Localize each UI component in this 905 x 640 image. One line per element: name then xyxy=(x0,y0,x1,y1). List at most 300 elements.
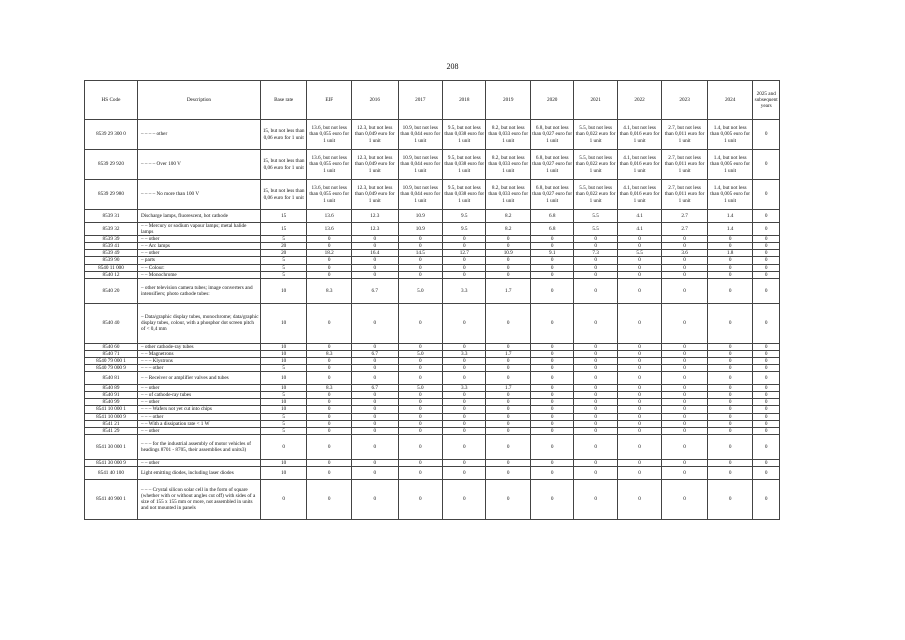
cell-rate-2019: 8.2 xyxy=(486,223,530,236)
cell-base-rate: 0 xyxy=(260,479,307,519)
cell-rate-2023: 0 xyxy=(662,271,708,278)
cell-rate-2021: 0 xyxy=(574,399,617,406)
cell-rate-2025-onward: 0 xyxy=(753,223,780,236)
cell-rate-2021: 0 xyxy=(574,236,617,243)
tariff-body xyxy=(85,120,780,520)
cell-base-rate: 10 xyxy=(260,350,307,357)
header-description: Description xyxy=(137,81,260,120)
cell-rate-2019: 8.2, but not less than 0,033 euro for 1 unit xyxy=(486,120,530,150)
cell-hs-code: 8540 12 xyxy=(85,271,138,278)
header-2023: 2023 xyxy=(662,81,708,120)
cell-rate-2016: 0 xyxy=(351,343,398,350)
cell-rate-2022: 0 xyxy=(617,350,661,357)
cell-rate-2020: 0 xyxy=(530,350,573,357)
cell-rate-2023: 2.7, but not less than 0,011 euro for 1 unit xyxy=(662,150,708,180)
cell-rate-2016: 0 xyxy=(351,466,398,479)
cell-eif: 0 xyxy=(307,466,351,479)
cell-hs-code: 8540 99 xyxy=(85,399,138,406)
cell-rate-2024: 0 xyxy=(707,350,753,357)
cell-rate-2019: 0 xyxy=(486,420,530,427)
cell-rate-2017: 0 xyxy=(398,271,442,278)
cell-rate-2021: 0 xyxy=(574,413,617,420)
cell-rate-2018: 0 xyxy=(443,243,486,250)
cell-rate-2019: 0 xyxy=(486,399,530,406)
cell-rate-2025-onward: 0 xyxy=(753,264,780,271)
cell-description: – – other xyxy=(137,427,260,434)
cell-rate-2024: 0 xyxy=(707,385,753,392)
cell-rate-2016: 12.3, but not less than 0,049 euro for 1 unit xyxy=(351,120,398,150)
cell-rate-2018: 0 xyxy=(443,357,486,364)
cell-rate-2023: 0 xyxy=(662,303,708,343)
cell-description: – other television camera tubes; image converters and intensifiers; photo cathode tubes: xyxy=(137,278,260,303)
cell-rate-2019: 0 xyxy=(486,236,530,243)
cell-rate-2021: 0 xyxy=(574,406,617,413)
cell-rate-2025-onward: 0 xyxy=(753,303,780,343)
table-row xyxy=(85,236,780,243)
cell-rate-2021: 0 xyxy=(574,420,617,427)
cell-base-rate: 10 xyxy=(260,385,307,392)
cell-rate-2025-onward: 0 xyxy=(753,406,780,413)
cell-rate-2016: 0 xyxy=(351,459,398,466)
cell-rate-2016: 0 xyxy=(351,271,398,278)
cell-rate-2022: 0 xyxy=(617,303,661,343)
cell-base-rate: 15 xyxy=(260,210,307,223)
cell-rate-2021: 0 xyxy=(574,385,617,392)
cell-description: – – other xyxy=(137,236,260,243)
cell-rate-2024: 0 xyxy=(707,392,753,399)
cell-rate-2025-onward: 0 xyxy=(753,399,780,406)
cell-rate-2023: 0 xyxy=(662,392,708,399)
cell-rate-2017: 10.9 xyxy=(398,210,442,223)
table-row xyxy=(85,385,780,392)
cell-hs-code: 8539 32 xyxy=(85,223,138,236)
cell-rate-2021: 0 xyxy=(574,357,617,364)
cell-rate-2017: 0 xyxy=(398,372,442,385)
cell-rate-2020: 6.8 xyxy=(530,223,573,236)
cell-rate-2021: 5.5 xyxy=(574,223,617,236)
header-hs-code: HS Code xyxy=(85,81,138,120)
cell-rate-2017: 0 xyxy=(398,303,442,343)
cell-rate-2016: 16.4 xyxy=(351,250,398,257)
cell-rate-2019: 1.7 xyxy=(486,350,530,357)
cell-rate-2024: 0 xyxy=(707,459,753,466)
cell-rate-2018: 0 xyxy=(443,434,486,459)
cell-rate-2020: 6.8, but not less than 0,027 euro for 1 unit xyxy=(530,150,573,180)
cell-rate-2016: 12.3, but not less than 0,049 euro for 1 unit xyxy=(351,180,398,210)
cell-rate-2021: 0 xyxy=(574,365,617,372)
cell-rate-2025-onward: 0 xyxy=(753,427,780,434)
table-row xyxy=(85,427,780,434)
cell-rate-2023: 0 xyxy=(662,466,708,479)
cell-hs-code: 8541 40 900 1 xyxy=(85,479,138,519)
cell-rate-2023: 0 xyxy=(662,399,708,406)
table-row xyxy=(85,303,780,343)
cell-rate-2017: 0 xyxy=(398,459,442,466)
cell-rate-2022: 4.1, but not less than 0,016 euro for 1 unit xyxy=(617,120,661,150)
cell-rate-2018: 0 xyxy=(443,365,486,372)
cell-rate-2018: 9.5, but not less than 0,038 euro for 1 unit xyxy=(443,150,486,180)
cell-rate-2022: 0 xyxy=(617,466,661,479)
cell-rate-2018: 0 xyxy=(443,392,486,399)
cell-hs-code: 8540 11 000 xyxy=(85,264,138,271)
cell-rate-2025-onward: 0 xyxy=(753,413,780,420)
cell-hs-code: 8540 40 xyxy=(85,303,138,343)
cell-rate-2019: 8.2, but not less than 0,033 euro for 1 unit xyxy=(486,180,530,210)
cell-eif: 0 xyxy=(307,357,351,364)
cell-rate-2016: 6.7 xyxy=(351,278,398,303)
cell-description: – – Receiver or amplifier valves and tubes xyxy=(137,372,260,385)
cell-rate-2025-onward: 0 xyxy=(753,278,780,303)
cell-rate-2019: 0 xyxy=(486,271,530,278)
cell-rate-2018: 9.5 xyxy=(443,210,486,223)
cell-eif: 0 xyxy=(307,479,351,519)
cell-rate-2025-onward: 0 xyxy=(753,180,780,210)
header-2022: 2022 xyxy=(617,81,661,120)
cell-rate-2018: 3.3 xyxy=(443,350,486,357)
cell-rate-2018: 0 xyxy=(443,257,486,264)
cell-eif: 0 xyxy=(307,406,351,413)
cell-hs-code: 8540 71 xyxy=(85,350,138,357)
cell-rate-2020: 0 xyxy=(530,392,573,399)
cell-rate-2023: 0 xyxy=(662,420,708,427)
cell-description: – – other xyxy=(137,250,260,257)
header-2021: 2021 xyxy=(574,81,617,120)
cell-base-rate: 5 xyxy=(260,413,307,420)
header-2019: 2019 xyxy=(486,81,530,120)
cell-rate-2016: 0 xyxy=(351,427,398,434)
cell-rate-2016: 0 xyxy=(351,406,398,413)
cell-rate-2018: 0 xyxy=(443,343,486,350)
cell-rate-2024: 1.4, but not less than 0,005 euro for 1 unit xyxy=(707,180,753,210)
cell-hs-code: 8539 31 xyxy=(85,210,138,223)
cell-description: – – – Klystrons xyxy=(137,357,260,364)
cell-hs-code: 8539 29 920 xyxy=(85,150,138,180)
cell-eif: 13.6, but not less than 0,055 euro for 1 unit xyxy=(307,120,351,150)
cell-rate-2023: 3.6 xyxy=(662,250,708,257)
cell-description: – Data/graphic display tubes, monochrome; data/graphic display tubes, colour, with a phosphor dot screen pitch of < 0,4 mm xyxy=(137,303,260,343)
table-row xyxy=(85,479,780,519)
cell-rate-2020: 0 xyxy=(530,466,573,479)
cell-base-rate: 10 xyxy=(260,406,307,413)
cell-rate-2024: 1.4 xyxy=(707,210,753,223)
cell-rate-2022: 0 xyxy=(617,243,661,250)
cell-rate-2025-onward: 0 xyxy=(753,271,780,278)
cell-rate-2025-onward: 0 xyxy=(753,479,780,519)
cell-rate-2018: 9.5, but not less than 0,038 euro for 1 unit xyxy=(443,180,486,210)
cell-hs-code: 8539 29 980 xyxy=(85,180,138,210)
tariff-table xyxy=(84,80,780,520)
cell-description: – – other xyxy=(137,459,260,466)
table-row xyxy=(85,223,780,236)
cell-rate-2016: 12.3, but not less than 0,049 euro for 1 unit xyxy=(351,150,398,180)
cell-base-rate: 20 xyxy=(260,243,307,250)
cell-rate-2022: 0 xyxy=(617,385,661,392)
cell-description: – – Magnetrons xyxy=(137,350,260,357)
cell-rate-2025-onward: 0 xyxy=(753,150,780,180)
header-2020: 2020 xyxy=(530,81,573,120)
cell-rate-2017: 10.9, but not less than 0,044 euro for 1 unit xyxy=(398,150,442,180)
cell-base-rate: 10 xyxy=(260,357,307,364)
cell-rate-2017: 5.0 xyxy=(398,385,442,392)
cell-rate-2022: 0 xyxy=(617,434,661,459)
cell-hs-code: 8540 91 xyxy=(85,392,138,399)
cell-rate-2017: 0 xyxy=(398,236,442,243)
table-row xyxy=(85,357,780,364)
cell-rate-2016: 0 xyxy=(351,479,398,519)
cell-rate-2021: 0 xyxy=(574,303,617,343)
cell-rate-2021: 0 xyxy=(574,372,617,385)
cell-rate-2024: 0 xyxy=(707,427,753,434)
cell-rate-2017: 0 xyxy=(398,427,442,434)
cell-rate-2021: 0 xyxy=(574,271,617,278)
cell-eif: 8.3 xyxy=(307,350,351,357)
cell-rate-2023: 0 xyxy=(662,357,708,364)
cell-base-rate: 20 xyxy=(260,250,307,257)
cell-rate-2016: 0 xyxy=(351,357,398,364)
cell-eif: 0 xyxy=(307,399,351,406)
cell-rate-2023: 0 xyxy=(662,427,708,434)
cell-rate-2024: 0 xyxy=(707,278,753,303)
cell-rate-2019: 0 xyxy=(486,479,530,519)
cell-rate-2018: 0 xyxy=(443,271,486,278)
cell-rate-2021: 5.5, but not less than 0,022 euro for 1 unit xyxy=(574,180,617,210)
cell-rate-2018: 0 xyxy=(443,459,486,466)
cell-rate-2019: 0 xyxy=(486,413,530,420)
cell-hs-code: 8541 10 000 1 xyxy=(85,406,138,413)
cell-hs-code: 8541 40 100 xyxy=(85,466,138,479)
cell-rate-2018: 3.3 xyxy=(443,278,486,303)
cell-rate-2025-onward: 0 xyxy=(753,372,780,385)
cell-rate-2018: 0 xyxy=(443,399,486,406)
cell-description: – – other xyxy=(137,385,260,392)
header-2024: 2024 xyxy=(707,81,753,120)
cell-rate-2023: 2.7, but not less than 0,011 euro for 1 unit xyxy=(662,180,708,210)
cell-rate-2020: 0 xyxy=(530,343,573,350)
cell-rate-2019: 0 xyxy=(486,459,530,466)
cell-rate-2021: 5.5, but not less than 0,022 euro for 1 unit xyxy=(574,120,617,150)
cell-rate-2019: 10.9 xyxy=(486,250,530,257)
cell-rate-2022: 5.5 xyxy=(617,250,661,257)
cell-rate-2022: 0 xyxy=(617,459,661,466)
cell-eif: 0 xyxy=(307,413,351,420)
cell-rate-2017: 0 xyxy=(398,413,442,420)
cell-rate-2018: 0 xyxy=(443,264,486,271)
cell-rate-2017: 0 xyxy=(398,420,442,427)
cell-rate-2017: 0 xyxy=(398,264,442,271)
table-row xyxy=(85,459,780,466)
cell-rate-2016: 6.7 xyxy=(351,385,398,392)
cell-rate-2017: 5.0 xyxy=(398,278,442,303)
cell-rate-2017: 10.9, but not less than 0,044 euro for 1 unit xyxy=(398,120,442,150)
cell-rate-2021: 0 xyxy=(574,264,617,271)
cell-rate-2018: 0 xyxy=(443,427,486,434)
cell-base-rate: 5 xyxy=(260,420,307,427)
cell-rate-2016: 0 xyxy=(351,413,398,420)
cell-rate-2024: 0 xyxy=(707,434,753,459)
cell-rate-2019: 1.7 xyxy=(486,278,530,303)
cell-rate-2019: 8.2 xyxy=(486,210,530,223)
cell-eif: 0 xyxy=(307,303,351,343)
cell-rate-2020: 0 xyxy=(530,406,573,413)
cell-description: – – – Crystal silicon solar cell in the form of square (whether with or without angles cut off) with sides of a size of 155 x 155 mm or more, not assembled in units and not mounted in panels xyxy=(137,479,260,519)
table-row xyxy=(85,434,780,459)
cell-rate-2025-onward: 0 xyxy=(753,343,780,350)
cell-hs-code: 8539 39 xyxy=(85,236,138,243)
cell-rate-2023: 2.7 xyxy=(662,210,708,223)
cell-hs-code: 8539 90 xyxy=(85,257,138,264)
cell-rate-2023: 0 xyxy=(662,459,708,466)
cell-rate-2023: 0 xyxy=(662,479,708,519)
cell-rate-2020: 0 xyxy=(530,372,573,385)
cell-rate-2023: 0 xyxy=(662,365,708,372)
cell-rate-2021: 0 xyxy=(574,278,617,303)
header-2017: 2017 xyxy=(398,81,442,120)
cell-eif: 0 xyxy=(307,236,351,243)
cell-rate-2025-onward: 0 xyxy=(753,350,780,357)
cell-rate-2020: 6.8, but not less than 0,027 euro for 1 unit xyxy=(530,120,573,150)
cell-rate-2025-onward: 0 xyxy=(753,434,780,459)
cell-eif: 13.6 xyxy=(307,210,351,223)
cell-rate-2018: 0 xyxy=(443,479,486,519)
cell-base-rate: 10 xyxy=(260,399,307,406)
table-row xyxy=(85,413,780,420)
cell-base-rate: 15 xyxy=(260,223,307,236)
cell-rate-2017: 10.9 xyxy=(398,223,442,236)
cell-eif: 8.3 xyxy=(307,385,351,392)
cell-rate-2019: 0 xyxy=(486,243,530,250)
cell-rate-2024: 0 xyxy=(707,420,753,427)
cell-base-rate: 15, but not less than 0,06 euro for 1 unit xyxy=(260,180,307,210)
cell-rate-2024: 0 xyxy=(707,372,753,385)
cell-base-rate: 10 xyxy=(260,278,307,303)
cell-rate-2017: 0 xyxy=(398,357,442,364)
cell-hs-code: 8541 10 000 9 xyxy=(85,413,138,420)
cell-rate-2020: 0 xyxy=(530,365,573,372)
cell-rate-2019: 0 xyxy=(486,365,530,372)
cell-rate-2019: 0 xyxy=(486,303,530,343)
table-row xyxy=(85,250,780,257)
cell-rate-2021: 5.5 xyxy=(574,210,617,223)
cell-eif: 0 xyxy=(307,420,351,427)
cell-rate-2020: 6.8 xyxy=(530,210,573,223)
cell-rate-2025-onward: 0 xyxy=(753,392,780,399)
table-row xyxy=(85,466,780,479)
cell-rate-2017: 0 xyxy=(398,434,442,459)
cell-rate-2019: 0 xyxy=(486,343,530,350)
cell-rate-2017: 0 xyxy=(398,479,442,519)
cell-description: – other cathode-ray tubes xyxy=(137,343,260,350)
cell-rate-2020: 0 xyxy=(530,479,573,519)
cell-eif: 0 xyxy=(307,372,351,385)
cell-eif: 0 xyxy=(307,434,351,459)
cell-description: – – of cathode-ray tubes xyxy=(137,392,260,399)
cell-eif: 0 xyxy=(307,264,351,271)
cell-hs-code: 8540 81 xyxy=(85,372,138,385)
cell-rate-2021: 0 xyxy=(574,427,617,434)
cell-base-rate: 5 xyxy=(260,427,307,434)
cell-eif: 18.2 xyxy=(307,250,351,257)
cell-rate-2022: 4.1, but not less than 0,016 euro for 1 unit xyxy=(617,150,661,180)
cell-rate-2023: 2.7 xyxy=(662,223,708,236)
cell-rate-2020: 9.1 xyxy=(530,250,573,257)
cell-rate-2022: 0 xyxy=(617,420,661,427)
cell-rate-2019: 8.2, but not less than 0,033 euro for 1 unit xyxy=(486,150,530,180)
cell-rate-2022: 0 xyxy=(617,357,661,364)
cell-hs-code: 8540 89 xyxy=(85,385,138,392)
cell-rate-2016: 6.7 xyxy=(351,350,398,357)
header-base-rate: Base rate xyxy=(260,81,307,120)
cell-rate-2016: 0 xyxy=(351,365,398,372)
cell-base-rate: 0 xyxy=(260,434,307,459)
cell-rate-2020: 6.8, but not less than 0,027 euro for 1 unit xyxy=(530,180,573,210)
cell-hs-code: 8539 41 xyxy=(85,243,138,250)
cell-rate-2022: 0 xyxy=(617,264,661,271)
cell-rate-2021: 0 xyxy=(574,434,617,459)
cell-rate-2022: 0 xyxy=(617,257,661,264)
cell-rate-2018: 0 xyxy=(443,420,486,427)
cell-rate-2017: 0 xyxy=(398,399,442,406)
cell-description: – – – – other xyxy=(137,120,260,150)
cell-rate-2018: 0 xyxy=(443,406,486,413)
cell-base-rate: 15, but not less than 0,06 euro for 1 unit xyxy=(260,120,307,150)
cell-description: – – Colour: xyxy=(137,264,260,271)
cell-rate-2020: 0 xyxy=(530,271,573,278)
cell-rate-2024: 1.8 xyxy=(707,250,753,257)
table-row xyxy=(85,180,780,210)
table-row xyxy=(85,210,780,223)
cell-hs-code: 8540 79 000 1 xyxy=(85,357,138,364)
cell-rate-2024: 0 xyxy=(707,343,753,350)
cell-rate-2020: 0 xyxy=(530,236,573,243)
cell-rate-2022: 0 xyxy=(617,271,661,278)
cell-rate-2020: 0 xyxy=(530,278,573,303)
cell-rate-2023: 0 xyxy=(662,434,708,459)
cell-eif: 0 xyxy=(307,365,351,372)
cell-description: – – – other xyxy=(137,413,260,420)
cell-rate-2020: 0 xyxy=(530,257,573,264)
cell-rate-2024: 1.4, but not less than 0,005 euro for 1 unit xyxy=(707,120,753,150)
table-row xyxy=(85,278,780,303)
cell-description: – – Mercury or sodium vapour lamps; metal halide lamps xyxy=(137,223,260,236)
cell-description: Light emitting diodes, including laser diodes xyxy=(137,466,260,479)
cell-rate-2020: 0 xyxy=(530,399,573,406)
header-2016: 2016 xyxy=(351,81,398,120)
cell-rate-2018: 3.3 xyxy=(443,385,486,392)
cell-rate-2016: 0 xyxy=(351,257,398,264)
cell-hs-code: 8539 29 300 0 xyxy=(85,120,138,150)
cell-rate-2021: 0 xyxy=(574,479,617,519)
cell-rate-2022: 0 xyxy=(617,278,661,303)
cell-rate-2017: 5.0 xyxy=(398,350,442,357)
cell-rate-2016: 0 xyxy=(351,399,398,406)
cell-eif: 8.3 xyxy=(307,278,351,303)
cell-rate-2019: 0 xyxy=(486,372,530,385)
cell-rate-2025-onward: 0 xyxy=(753,385,780,392)
cell-description: – – – Wafers not yet cut into chips xyxy=(137,406,260,413)
cell-rate-2024: 0 xyxy=(707,257,753,264)
cell-rate-2018: 0 xyxy=(443,413,486,420)
cell-rate-2020: 0 xyxy=(530,459,573,466)
cell-rate-2025-onward: 0 xyxy=(753,120,780,150)
cell-base-rate: 10 xyxy=(260,303,307,343)
cell-rate-2020: 0 xyxy=(530,413,573,420)
cell-rate-2025-onward: 0 xyxy=(753,459,780,466)
cell-rate-2021: 0 xyxy=(574,350,617,357)
cell-rate-2025-onward: 0 xyxy=(753,357,780,364)
cell-rate-2025-onward: 0 xyxy=(753,365,780,372)
cell-rate-2017: 0 xyxy=(398,406,442,413)
cell-description: Discharge lamps, fluorescent, hot cathode xyxy=(137,210,260,223)
